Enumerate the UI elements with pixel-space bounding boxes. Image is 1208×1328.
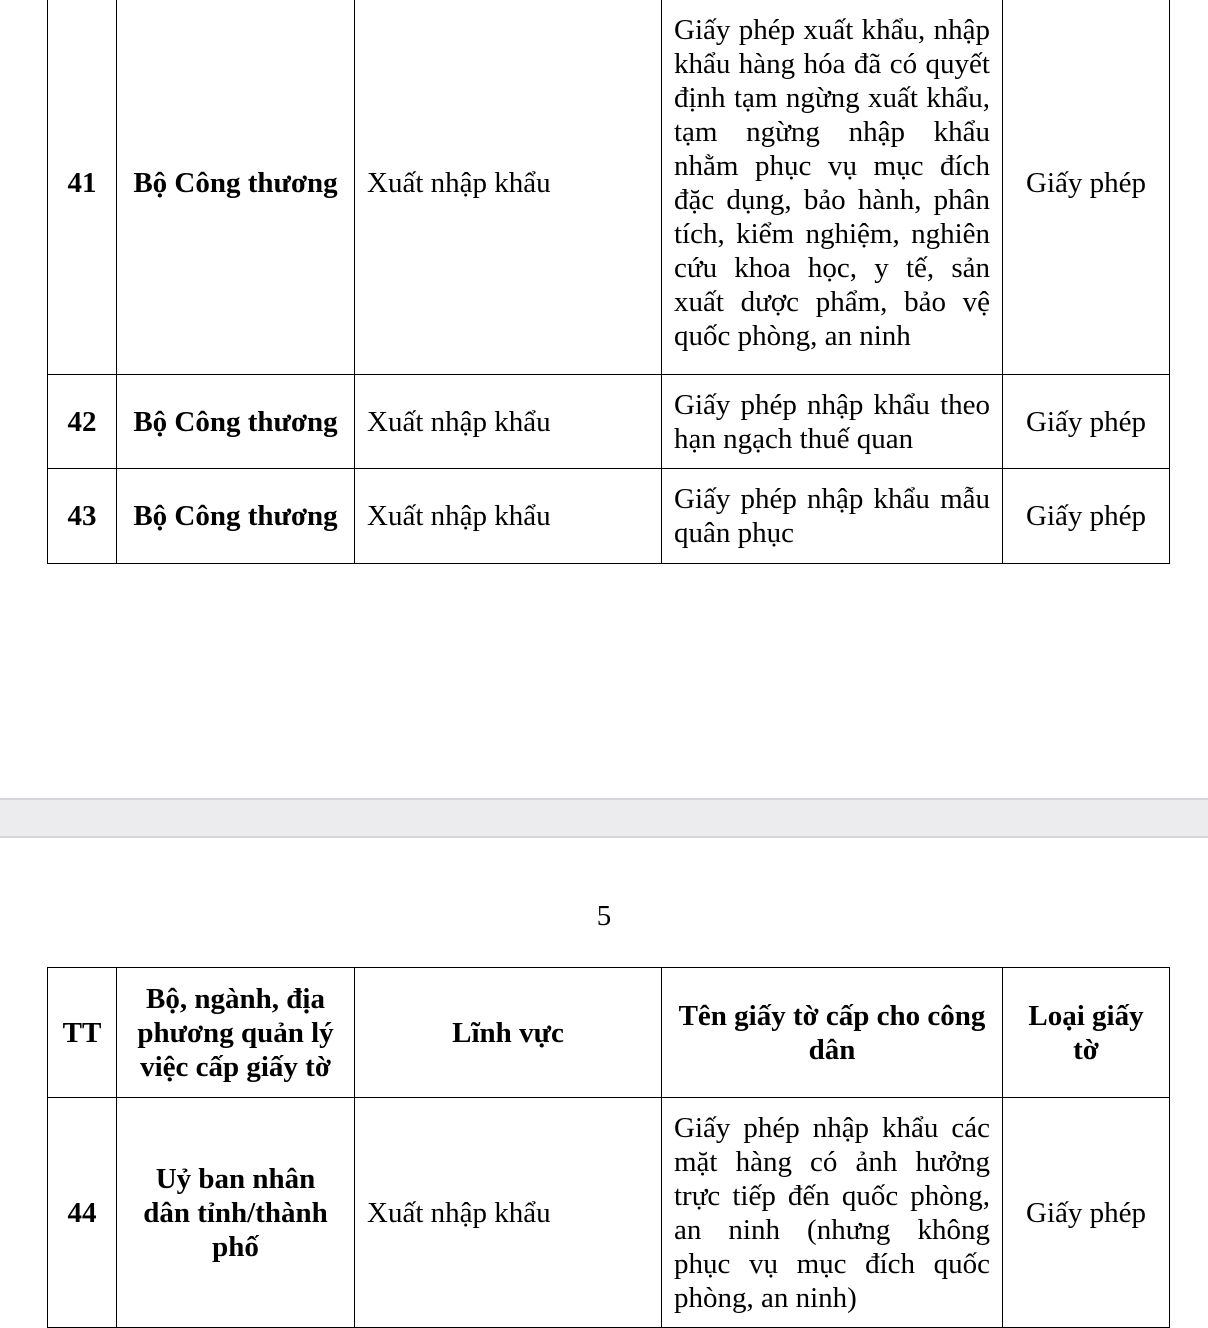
managing-agency: Uỷ ban nhân dân tỉnh/thành phố bbox=[117, 1098, 355, 1328]
column-header-field: Lĩnh vực bbox=[355, 968, 662, 1098]
permit-table-continued bbox=[47, 0, 1170, 564]
document-type: Giấy phép bbox=[1003, 0, 1170, 375]
row-number: 41 bbox=[48, 0, 117, 375]
document-type: Giấy phép bbox=[1003, 1098, 1170, 1328]
row-number: 43 bbox=[48, 469, 117, 564]
permit-table bbox=[47, 967, 1170, 1328]
document-name: Giấy phép nhập khẩu các mặt hàng có ảnh hưởng trực tiếp đến quốc phòng, an ninh (nhưng không phục vụ mục đích quốc phòng, an ninh) bbox=[662, 1098, 1003, 1328]
field: Xuất nhập khẩu bbox=[355, 375, 662, 469]
field: Xuất nhập khẩu bbox=[355, 469, 662, 564]
table-row bbox=[48, 469, 1170, 564]
table-row bbox=[48, 0, 1170, 375]
managing-agency: Bộ Công thương bbox=[117, 469, 355, 564]
table-row bbox=[48, 1098, 1170, 1328]
row-number: 44 bbox=[48, 1098, 117, 1328]
document-name: Giấy phép nhập khẩu theo hạn ngạch thuế quan bbox=[662, 375, 1003, 469]
managing-agency: Bộ Công thương bbox=[117, 0, 355, 375]
row-number: 42 bbox=[48, 375, 117, 469]
column-header-document-name: Tên giấy tờ cấp cho công dân bbox=[662, 968, 1003, 1098]
column-header-document-type: Loại giấy tờ bbox=[1003, 968, 1170, 1098]
managing-agency: Bộ Công thương bbox=[117, 375, 355, 469]
table-row bbox=[48, 375, 1170, 469]
document-page-bottom bbox=[0, 838, 1208, 1314]
field: Xuất nhập khẩu bbox=[355, 0, 662, 375]
table-header-row bbox=[48, 968, 1170, 1098]
column-header-agency: Bộ, ngành, địa phương quản lý việc cấp giấy tờ bbox=[117, 968, 355, 1098]
document-type: Giấy phép bbox=[1003, 375, 1170, 469]
page-number: 5 bbox=[596, 900, 612, 932]
document-name: Giấy phép nhập khẩu mẫu quân phục bbox=[662, 469, 1003, 564]
document-type: Giấy phép bbox=[1003, 469, 1170, 564]
page-separator bbox=[0, 798, 1208, 838]
column-header-tt: TT bbox=[48, 968, 117, 1098]
field: Xuất nhập khẩu bbox=[355, 1098, 662, 1328]
document-name: Giấy phép xuất khẩu, nhập khẩu hàng hóa đã có quyết định tạm ngừng xuất khẩu, tạm ngừng nhập khẩu nhằm phục vụ mục đích đặc dụng, bảo hành, phân tích, kiểm nghiệm, nghiên cứu khoa học, y tế, sản xuất dược phẩm, bảo vệ quốc phòng, an ninh bbox=[662, 0, 1003, 375]
